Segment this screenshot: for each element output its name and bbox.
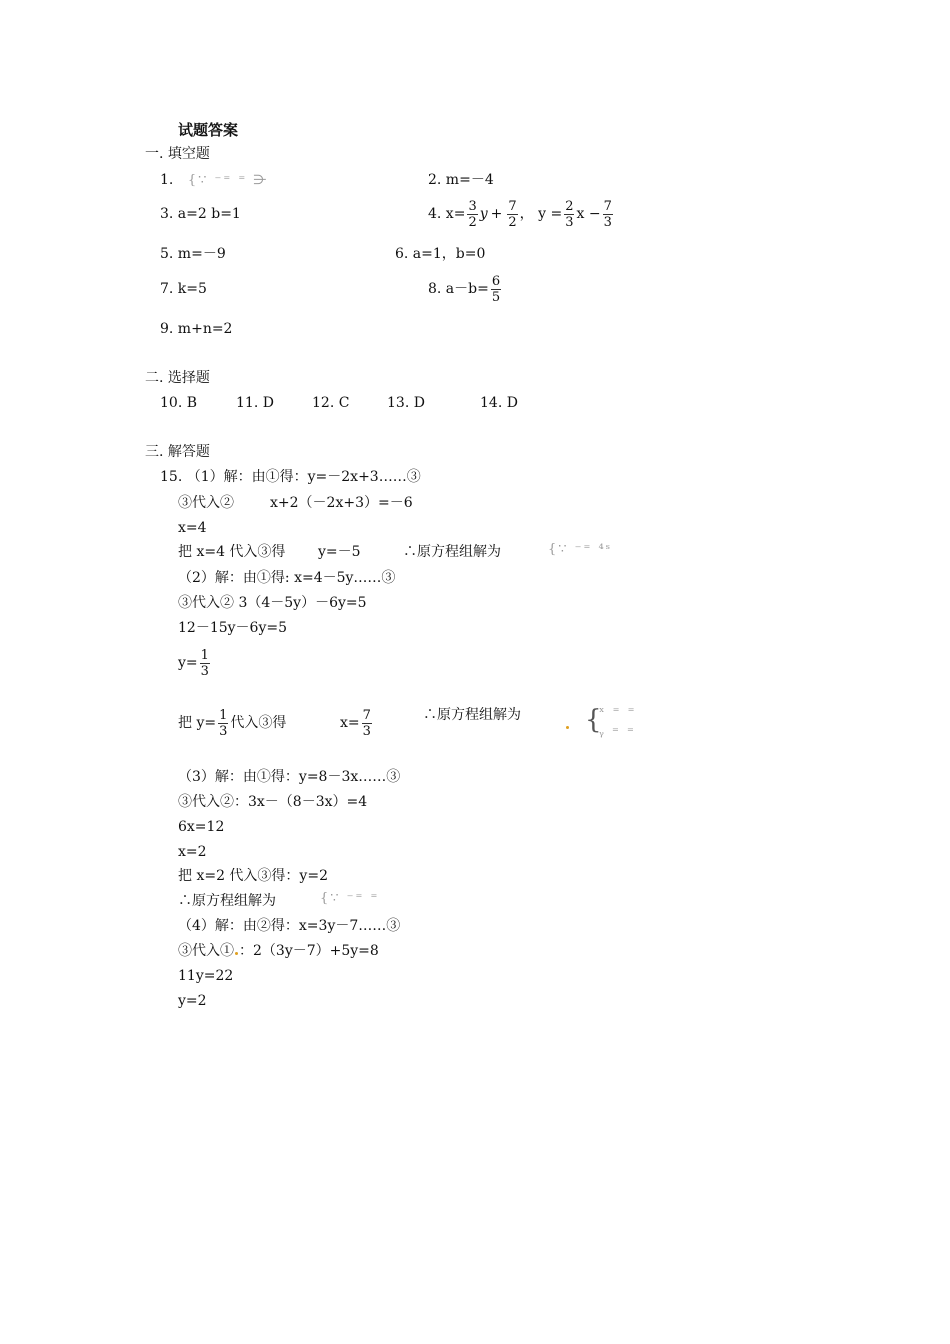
section-heading-choice: 二. 选择题 xyxy=(145,370,210,386)
fraction-7-2 xyxy=(507,199,517,230)
solution-line: ∴原方程组解为 xyxy=(423,707,521,723)
solution-line: 把 x=4 代入③得 xyxy=(178,544,286,560)
solution-line: （2）解：由①得: x=4－5y……③ xyxy=(178,570,396,586)
solution-line: y=－5 xyxy=(318,544,361,560)
answer-2: 2. m=－4 xyxy=(428,172,494,188)
substitute-equation: ：2（3y－7）+5y=8 xyxy=(239,943,379,959)
fraction-den: 3 xyxy=(200,663,209,679)
fraction-num: 3 xyxy=(468,198,477,214)
variable-y: y xyxy=(479,206,488,222)
answer-6: 6. a=1，b=0 xyxy=(395,246,486,262)
answer-4-label: 4. x= xyxy=(428,206,466,222)
solution-line: ③代入② 3（4－5y）－6y=5 xyxy=(178,595,367,611)
solution-line: 11y=22 xyxy=(178,968,234,984)
section-heading-solutions: 三. 解答题 xyxy=(145,444,210,460)
answer-4-separator: ， y = xyxy=(519,206,563,222)
answer-3: 3. a=2 b=1 xyxy=(160,206,241,222)
fraction-2-3 xyxy=(564,199,574,230)
solution-line xyxy=(340,703,374,743)
blurred-equation-line: ˣ ⁼ ⁼ xyxy=(599,705,637,720)
solution-line: （4）解：由②得：x=3y－7……③ xyxy=(178,918,401,934)
solution-line: 6x=12 xyxy=(178,819,225,835)
fraction-den: 2 xyxy=(468,214,477,230)
choice-answer: 14. D xyxy=(480,395,518,411)
x-equals: x= xyxy=(340,715,360,731)
solution-line: 把 x=2 代入③得：y=2 xyxy=(178,868,328,884)
fraction-7-3 xyxy=(603,199,613,230)
brace-icon: { xyxy=(585,705,602,735)
fraction-3-2 xyxy=(467,199,477,230)
choice-answer: 12. C xyxy=(312,395,350,411)
answer-1-label: 1. xyxy=(160,172,174,188)
solution-line xyxy=(178,703,286,743)
substitute-text: 代入③得 xyxy=(230,715,287,731)
blurred-equation-line: ᵧ ⁼ ⁼ xyxy=(599,725,636,740)
choice-answer: 13. D xyxy=(387,395,425,411)
solution-line: ③代入② xyxy=(178,495,234,511)
solution-line: y=2 xyxy=(178,993,207,1009)
solution-line: ∴原方程组解为 xyxy=(403,544,501,560)
answer-title: 试题答案 xyxy=(178,121,239,139)
solution-line: x=4 xyxy=(178,520,207,536)
fraction-6-5 xyxy=(491,274,501,305)
solution-line: x+2（－2x+3）=－6 xyxy=(270,495,413,511)
solution-line: ∴原方程组解为 xyxy=(178,893,276,909)
stray-dot xyxy=(566,716,569,734)
solution-line: （3）解：由①得：y=8－3x……③ xyxy=(178,769,401,785)
solution-line xyxy=(178,942,379,960)
fraction-num: 2 xyxy=(565,198,574,214)
fraction-1-3 xyxy=(200,648,210,679)
equation-image-fragment: {∵ ⁻⁼ ⁼ ⋺ xyxy=(187,173,269,188)
fraction-1-3 xyxy=(218,708,228,739)
fraction-den: 3 xyxy=(362,723,371,739)
answer-9: 9. m+n=2 xyxy=(160,321,233,337)
fraction-den: 2 xyxy=(508,214,517,230)
y-equals: y= xyxy=(178,655,198,671)
stray-dot xyxy=(235,952,238,955)
substitute-label: ③代入① xyxy=(178,943,234,959)
substitute-label: 把 y= xyxy=(178,715,217,731)
choice-answer: 11. D xyxy=(236,395,274,411)
fraction-num: 1 xyxy=(200,647,209,663)
fraction-num: 7 xyxy=(508,198,517,214)
choice-answer: 10. B xyxy=(160,395,198,411)
equation-image-fragment: {∵ ⁻⁼ ⁼ xyxy=(320,891,380,906)
equation-image-fragment: {∵ ⁻⁼ ⁴ˢ xyxy=(548,542,613,557)
answer-4 xyxy=(428,194,615,234)
answer-8-label: 8. a－b= xyxy=(428,281,489,297)
fraction-den: 3 xyxy=(565,214,574,230)
fraction-7-3 xyxy=(362,708,372,739)
fraction-den: 3 xyxy=(603,214,612,230)
fraction-num: 6 xyxy=(491,273,501,289)
equation-image-fragment xyxy=(585,700,637,740)
fraction-num: 7 xyxy=(603,198,612,214)
solution-line: 12－15y－6y=5 xyxy=(178,620,287,636)
answer-8 xyxy=(428,269,503,309)
answer-5: 5. m=－9 xyxy=(160,246,226,262)
fraction-den: 3 xyxy=(219,723,228,739)
solution-line xyxy=(178,643,212,683)
answer-1 xyxy=(160,171,268,190)
solution-line: x=2 xyxy=(178,844,207,860)
solution-line: 15. （1）解：由①得：y=－2x+3……③ xyxy=(160,469,421,485)
solution-line: ③代入②：3x－（8－3x）=4 xyxy=(178,794,368,810)
x-minus: x − xyxy=(576,206,601,222)
section-heading-fill-in: 一. 填空题 xyxy=(145,146,210,162)
answer-7: 7. k=5 xyxy=(160,281,207,297)
fraction-num: 7 xyxy=(362,707,371,723)
fraction-den: 5 xyxy=(491,289,501,305)
fraction-num: 1 xyxy=(219,707,228,723)
plus-sign: + xyxy=(490,206,503,222)
